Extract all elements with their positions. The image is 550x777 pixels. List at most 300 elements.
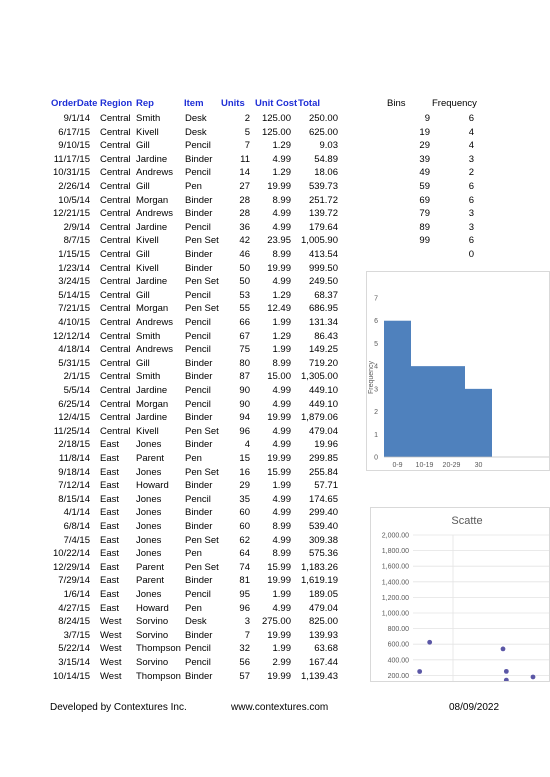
header-frequency[interactable]: Frequency — [432, 98, 477, 109]
order-date-cell[interactable]: 1/23/14 — [58, 262, 90, 274]
unit-cost-cell[interactable]: 19.99 — [267, 262, 291, 274]
table-row[interactable] — [0, 234, 345, 247]
rep-cell[interactable]: Andrews — [136, 167, 173, 179]
units-cell[interactable]: 36 — [239, 221, 250, 233]
units-cell[interactable]: 42 — [239, 235, 250, 247]
table-row[interactable] — [0, 520, 345, 533]
unit-cost-cell[interactable]: 2.99 — [272, 657, 291, 668]
order-date-cell[interactable]: 11/17/15 — [53, 153, 90, 165]
units-cell[interactable]: 5 — [244, 126, 250, 138]
rep-cell[interactable]: Jardine — [136, 385, 168, 396]
unit-cost-cell[interactable]: 1.99 — [272, 643, 291, 655]
units-cell[interactable]: 80 — [239, 357, 250, 369]
total-cell[interactable]: 9.03 — [319, 140, 338, 152]
order-date-cell[interactable]: 9/10/15 — [58, 140, 90, 152]
item-cell[interactable]: Pencil — [185, 167, 211, 179]
order-date-cell[interactable]: 7/12/14 — [58, 480, 90, 492]
table-row[interactable] — [0, 289, 345, 302]
bins-row[interactable] — [380, 207, 480, 220]
item-cell[interactable]: Binder — [185, 439, 213, 451]
rep-cell[interactable]: Parent — [136, 453, 164, 464]
order-date-cell[interactable]: 12/12/14 — [53, 330, 90, 342]
rep-cell[interactable]: Howard — [136, 480, 169, 492]
total-cell[interactable]: 251.72 — [308, 194, 338, 206]
region-cell[interactable]: East — [100, 589, 120, 600]
item-cell[interactable]: Binder — [185, 371, 213, 383]
rep-cell[interactable]: Andrews — [136, 344, 173, 356]
rep-cell[interactable]: Jardine — [136, 153, 168, 165]
bin-cell[interactable]: 89 — [419, 221, 430, 233]
region-cell[interactable]: Central — [100, 317, 131, 328]
bins-row[interactable] — [380, 180, 480, 193]
table-row[interactable] — [0, 275, 345, 288]
total-cell[interactable]: 1,879.06 — [301, 412, 338, 424]
region-cell[interactable]: Central — [100, 235, 131, 247]
rep-cell[interactable]: Andrews — [136, 208, 173, 220]
order-date-cell[interactable]: 11/25/14 — [53, 425, 90, 437]
table-row[interactable] — [0, 262, 345, 275]
total-cell[interactable]: 255.84 — [308, 466, 338, 478]
item-cell[interactable]: Pencil — [185, 398, 211, 410]
rep-cell[interactable]: Kivell — [136, 126, 159, 138]
item-cell[interactable]: Pencil — [185, 589, 211, 600]
table-row[interactable] — [0, 194, 345, 207]
bins-row[interactable] — [380, 248, 480, 261]
item-cell[interactable]: Binder — [185, 575, 213, 587]
bin-cell[interactable]: 19 — [419, 126, 430, 138]
rep-cell[interactable]: Kivell — [136, 425, 159, 437]
order-date-cell[interactable]: 4/10/15 — [58, 317, 90, 328]
rep-cell[interactable]: Smith — [136, 330, 161, 342]
table-row[interactable] — [0, 656, 345, 669]
region-cell[interactable]: Central — [100, 249, 131, 260]
item-cell[interactable]: Pencil — [185, 330, 211, 342]
table-row[interactable] — [0, 506, 345, 519]
region-cell[interactable]: Central — [100, 208, 131, 220]
order-date-cell[interactable]: 4/1/14 — [63, 507, 90, 519]
units-cell[interactable]: 2 — [244, 113, 250, 124]
table-row[interactable] — [0, 180, 345, 193]
total-cell[interactable]: 1,619.19 — [301, 575, 338, 587]
order-date-cell[interactable]: 9/18/14 — [58, 466, 90, 478]
hist-bar[interactable] — [465, 389, 492, 457]
bin-cell[interactable]: 29 — [419, 140, 430, 152]
units-cell[interactable]: 14 — [239, 167, 250, 179]
units-cell[interactable]: 95 — [239, 589, 250, 600]
table-row[interactable] — [0, 615, 345, 628]
scatter-point[interactable] — [417, 669, 422, 674]
item-cell[interactable]: Pen Set — [185, 561, 219, 573]
region-cell[interactable]: East — [100, 439, 120, 451]
order-date-cell[interactable]: 1/6/14 — [63, 589, 90, 600]
region-cell[interactable]: West — [100, 616, 122, 628]
unit-cost-cell[interactable]: 1.99 — [272, 589, 291, 600]
region-cell[interactable]: East — [100, 602, 120, 614]
total-cell[interactable]: 449.10 — [308, 398, 338, 410]
footer-website[interactable]: www.contextures.com — [231, 702, 329, 713]
total-cell[interactable]: 19.96 — [314, 439, 338, 451]
table-row[interactable] — [0, 357, 345, 370]
total-cell[interactable]: 449.10 — [308, 385, 338, 396]
rep-cell[interactable]: Jones — [136, 521, 162, 532]
unit-cost-cell[interactable]: 19.99 — [267, 453, 291, 464]
rep-cell[interactable]: Jones — [136, 589, 162, 600]
region-cell[interactable]: Central — [100, 357, 131, 369]
region-cell[interactable]: Central — [100, 221, 131, 233]
units-cell[interactable]: 16 — [239, 466, 250, 478]
frequency-cell[interactable]: 0 — [468, 249, 474, 260]
unit-cost-cell[interactable]: 1.29 — [272, 330, 291, 342]
item-cell[interactable]: Pencil — [185, 344, 211, 356]
total-cell[interactable]: 686.95 — [308, 303, 338, 315]
unit-cost-cell[interactable]: 275.00 — [261, 616, 291, 628]
unit-cost-cell[interactable]: 19.99 — [267, 575, 291, 587]
item-cell[interactable]: Binder — [185, 194, 213, 206]
frequency-cell[interactable]: 6 — [468, 113, 474, 124]
region-cell[interactable]: Central — [100, 289, 131, 301]
region-cell[interactable]: Central — [100, 181, 131, 192]
rep-cell[interactable]: Thompson — [136, 643, 181, 655]
unit-cost-cell[interactable]: 125.00 — [261, 126, 291, 138]
order-date-cell[interactable]: 6/17/15 — [58, 126, 90, 138]
region-cell[interactable]: East — [100, 521, 120, 532]
item-cell[interactable]: Binder — [185, 412, 213, 424]
order-date-cell[interactable]: 7/4/15 — [63, 534, 90, 546]
rep-cell[interactable]: Jones — [136, 534, 162, 546]
units-cell[interactable]: 53 — [239, 289, 250, 301]
table-row[interactable] — [0, 493, 345, 506]
total-cell[interactable]: 63.68 — [314, 643, 338, 655]
order-date-cell[interactable]: 2/18/15 — [58, 439, 90, 451]
item-cell[interactable]: Pencil — [185, 221, 211, 233]
total-cell[interactable]: 149.25 — [308, 344, 338, 356]
region-cell[interactable]: Central — [100, 344, 131, 356]
region-cell[interactable]: West — [100, 643, 122, 655]
order-date-cell[interactable]: 6/8/14 — [63, 521, 90, 532]
rep-cell[interactable]: Jones — [136, 493, 162, 505]
total-cell[interactable]: 719.20 — [308, 357, 338, 369]
unit-cost-cell[interactable]: 4.99 — [272, 534, 291, 546]
unit-cost-cell[interactable]: 4.99 — [272, 439, 291, 451]
order-date-cell[interactable]: 1/15/15 — [58, 249, 90, 260]
region-cell[interactable]: Central — [100, 412, 131, 424]
rep-cell[interactable]: Andrews — [136, 317, 173, 328]
unit-cost-cell[interactable]: 1.99 — [272, 344, 291, 356]
frequency-cell[interactable]: 4 — [468, 140, 474, 152]
item-cell[interactable]: Pen Set — [185, 235, 219, 247]
order-date-cell[interactable]: 3/24/15 — [58, 276, 90, 288]
region-cell[interactable]: West — [100, 670, 122, 682]
total-cell[interactable]: 174.65 — [308, 493, 338, 505]
total-cell[interactable]: 57.71 — [314, 480, 338, 492]
unit-cost-cell[interactable]: 8.99 — [272, 521, 291, 532]
unit-cost-cell[interactable]: 23.95 — [267, 235, 291, 247]
region-cell[interactable]: Central — [100, 167, 131, 179]
units-cell[interactable]: 46 — [239, 249, 250, 260]
bin-cell[interactable]: 59 — [419, 181, 430, 192]
total-cell[interactable]: 249.50 — [308, 276, 338, 288]
rep-cell[interactable]: Sorvino — [136, 616, 169, 628]
bins-row[interactable] — [380, 234, 480, 247]
region-cell[interactable]: Central — [100, 113, 131, 124]
units-cell[interactable]: 27 — [239, 181, 250, 192]
header-bins[interactable]: Bins — [387, 98, 406, 109]
units-cell[interactable]: 74 — [239, 561, 250, 573]
order-date-cell[interactable]: 12/29/14 — [53, 561, 90, 573]
units-cell[interactable]: 15 — [239, 453, 250, 464]
header-rep[interactable]: Rep — [136, 98, 154, 109]
item-cell[interactable]: Pen — [185, 548, 202, 560]
total-cell[interactable]: 575.36 — [308, 548, 338, 560]
unit-cost-cell[interactable]: 4.99 — [272, 493, 291, 505]
frequency-cell[interactable]: 6 — [468, 194, 474, 206]
total-cell[interactable]: 68.37 — [314, 289, 338, 301]
unit-cost-cell[interactable]: 4.99 — [272, 602, 291, 614]
unit-cost-cell[interactable]: 4.99 — [272, 398, 291, 410]
unit-cost-cell[interactable]: 4.99 — [272, 276, 291, 288]
order-date-cell[interactable]: 8/7/15 — [63, 235, 90, 247]
scatter-point[interactable] — [504, 669, 509, 674]
total-cell[interactable]: 539.73 — [308, 181, 338, 192]
frequency-cell[interactable]: 3 — [468, 153, 474, 165]
item-cell[interactable]: Pencil — [185, 493, 211, 505]
rep-cell[interactable]: Jardine — [136, 412, 168, 424]
frequency-cell[interactable]: 6 — [468, 235, 474, 247]
total-cell[interactable]: 539.40 — [308, 521, 338, 532]
unit-cost-cell[interactable]: 1.99 — [272, 480, 291, 492]
rep-cell[interactable]: Howard — [136, 602, 169, 614]
bin-cell[interactable]: 79 — [419, 208, 430, 220]
rep-cell[interactable]: Jones — [136, 507, 162, 519]
hist-bar[interactable] — [411, 366, 438, 457]
table-row[interactable] — [0, 602, 345, 615]
rep-cell[interactable]: Smith — [136, 113, 161, 124]
order-date-cell[interactable]: 3/15/14 — [58, 657, 90, 668]
region-cell[interactable]: Central — [100, 153, 131, 165]
units-cell[interactable]: 60 — [239, 507, 250, 519]
table-row[interactable] — [0, 642, 345, 655]
total-cell[interactable]: 18.06 — [314, 167, 338, 179]
rep-cell[interactable]: Smith — [136, 371, 161, 383]
region-cell[interactable]: Central — [100, 385, 131, 396]
order-date-cell[interactable]: 4/27/15 — [58, 602, 90, 614]
order-date-cell[interactable]: 9/1/14 — [63, 113, 90, 124]
header-unit-cost[interactable]: Unit Cost — [255, 98, 298, 109]
region-cell[interactable]: East — [100, 534, 120, 546]
rep-cell[interactable]: Sorvino — [136, 657, 169, 668]
rep-cell[interactable]: Gill — [136, 140, 150, 152]
region-cell[interactable]: East — [100, 507, 120, 519]
order-date-cell[interactable]: 5/22/14 — [58, 643, 90, 655]
item-cell[interactable]: Binder — [185, 480, 213, 492]
rep-cell[interactable]: Parent — [136, 575, 164, 587]
bin-cell[interactable]: 39 — [419, 153, 430, 165]
unit-cost-cell[interactable]: 4.99 — [272, 208, 291, 220]
rep-cell[interactable]: Kivell — [136, 262, 159, 274]
units-cell[interactable]: 96 — [239, 425, 250, 437]
bins-row[interactable] — [380, 126, 480, 139]
item-cell[interactable]: Binder — [185, 521, 213, 532]
region-cell[interactable]: East — [100, 466, 120, 478]
region-cell[interactable]: Central — [100, 425, 131, 437]
order-date-cell[interactable]: 10/22/14 — [53, 548, 90, 560]
item-cell[interactable]: Pen Set — [185, 303, 219, 315]
table-row[interactable] — [0, 561, 345, 574]
rep-cell[interactable]: Morgan — [136, 303, 169, 315]
units-cell[interactable]: 90 — [239, 385, 250, 396]
table-row[interactable] — [0, 370, 345, 383]
table-row[interactable] — [0, 466, 345, 479]
region-cell[interactable]: West — [100, 629, 122, 641]
total-cell[interactable]: 1,183.26 — [301, 561, 338, 573]
units-cell[interactable]: 94 — [239, 412, 250, 424]
units-cell[interactable]: 75 — [239, 344, 250, 356]
unit-cost-cell[interactable]: 4.99 — [272, 153, 291, 165]
unit-cost-cell[interactable]: 12.49 — [267, 303, 291, 315]
units-cell[interactable]: 67 — [239, 330, 250, 342]
item-cell[interactable]: Binder — [185, 153, 213, 165]
region-cell[interactable]: Central — [100, 126, 131, 138]
unit-cost-cell[interactable]: 1.29 — [272, 289, 291, 301]
table-row[interactable] — [0, 166, 345, 179]
item-cell[interactable]: Pen Set — [185, 425, 219, 437]
table-row[interactable] — [0, 629, 345, 642]
unit-cost-cell[interactable]: 15.99 — [267, 561, 291, 573]
order-date-cell[interactable]: 7/21/15 — [58, 303, 90, 315]
total-cell[interactable]: 625.00 — [308, 126, 338, 138]
order-date-cell[interactable]: 5/5/14 — [63, 385, 90, 396]
unit-cost-cell[interactable]: 19.99 — [267, 412, 291, 424]
unit-cost-cell[interactable]: 4.99 — [272, 425, 291, 437]
unit-cost-cell[interactable]: 1.99 — [272, 317, 291, 328]
header-orderdate[interactable]: OrderDate — [51, 98, 98, 109]
table-row[interactable] — [0, 588, 345, 601]
units-cell[interactable]: 7 — [244, 629, 250, 641]
total-cell[interactable]: 189.05 — [308, 589, 338, 600]
units-cell[interactable]: 81 — [239, 575, 250, 587]
rep-cell[interactable]: Jardine — [136, 221, 168, 233]
total-cell[interactable]: 131.34 — [308, 317, 338, 328]
table-row[interactable] — [0, 534, 345, 547]
units-cell[interactable]: 50 — [239, 276, 250, 288]
units-cell[interactable]: 11 — [240, 153, 250, 165]
units-cell[interactable]: 62 — [239, 534, 250, 546]
order-date-cell[interactable]: 12/4/15 — [58, 412, 90, 424]
item-cell[interactable]: Binder — [185, 262, 213, 274]
region-cell[interactable]: East — [100, 493, 120, 505]
units-cell[interactable]: 60 — [239, 521, 250, 532]
item-cell[interactable]: Pencil — [185, 317, 211, 328]
units-cell[interactable]: 28 — [239, 194, 250, 206]
total-cell[interactable]: 299.85 — [308, 453, 338, 464]
total-cell[interactable]: 479.04 — [308, 425, 338, 437]
order-date-cell[interactable]: 12/21/15 — [53, 208, 90, 220]
table-row[interactable] — [0, 207, 345, 220]
region-cell[interactable]: Central — [100, 276, 131, 288]
table-row[interactable] — [0, 398, 345, 411]
total-cell[interactable]: 309.38 — [308, 534, 338, 546]
total-cell[interactable]: 179.64 — [308, 221, 338, 233]
item-cell[interactable]: Binder — [185, 208, 213, 220]
region-cell[interactable]: East — [100, 480, 120, 492]
header-region[interactable]: Region — [100, 98, 133, 109]
unit-cost-cell[interactable]: 8.99 — [272, 249, 291, 260]
bin-cell[interactable]: 9 — [424, 113, 430, 124]
hist-bar[interactable] — [438, 366, 465, 457]
units-cell[interactable]: 90 — [239, 398, 250, 410]
frequency-cell[interactable]: 2 — [468, 167, 474, 179]
item-cell[interactable]: Pencil — [185, 643, 211, 655]
table-row[interactable] — [0, 411, 345, 424]
scatter-chart[interactable] — [370, 507, 550, 682]
bins-row[interactable] — [380, 153, 480, 166]
unit-cost-cell[interactable]: 8.99 — [272, 548, 291, 560]
rep-cell[interactable]: Gill — [136, 357, 150, 369]
units-cell[interactable]: 55 — [239, 303, 250, 315]
total-cell[interactable]: 54.89 — [314, 153, 338, 165]
item-cell[interactable]: Pen — [185, 602, 202, 614]
region-cell[interactable]: East — [100, 453, 120, 464]
units-cell[interactable]: 56 — [239, 657, 250, 668]
item-cell[interactable]: Pen — [185, 181, 202, 192]
hist-bar[interactable] — [384, 321, 411, 457]
total-cell[interactable]: 413.54 — [308, 249, 338, 260]
units-cell[interactable]: 29 — [239, 480, 250, 492]
rep-cell[interactable]: Sorvino — [136, 629, 169, 641]
unit-cost-cell[interactable]: 4.99 — [272, 507, 291, 519]
item-cell[interactable]: Pen Set — [185, 466, 219, 478]
item-cell[interactable]: Binder — [185, 670, 213, 682]
item-cell[interactable]: Pencil — [185, 140, 211, 152]
header-units[interactable]: Units — [221, 98, 245, 109]
rep-cell[interactable]: Morgan — [136, 194, 169, 206]
item-cell[interactable]: Pen Set — [185, 276, 219, 288]
rep-cell[interactable]: Jones — [136, 548, 162, 560]
unit-cost-cell[interactable]: 19.99 — [267, 629, 291, 641]
rep-cell[interactable]: Parent — [136, 561, 164, 573]
region-cell[interactable]: Central — [100, 371, 131, 383]
order-date-cell[interactable]: 10/14/15 — [53, 670, 90, 682]
table-row[interactable] — [0, 221, 345, 234]
units-cell[interactable]: 28 — [239, 208, 250, 220]
frequency-cell[interactable]: 4 — [468, 126, 474, 138]
order-date-cell[interactable]: 10/5/14 — [58, 194, 90, 206]
table-row[interactable] — [0, 670, 345, 683]
scatter-point[interactable] — [531, 675, 536, 680]
region-cell[interactable]: Central — [100, 303, 131, 315]
region-cell[interactable]: East — [100, 575, 120, 587]
order-date-cell[interactable]: 8/24/15 — [58, 616, 90, 628]
units-cell[interactable]: 64 — [239, 548, 250, 560]
rep-cell[interactable]: Gill — [136, 249, 150, 260]
rep-cell[interactable]: Jardine — [136, 276, 168, 288]
item-cell[interactable]: Desk — [185, 126, 207, 138]
order-date-cell[interactable]: 7/29/14 — [58, 575, 90, 587]
units-cell[interactable]: 35 — [239, 493, 250, 505]
order-date-cell[interactable]: 2/9/14 — [63, 221, 90, 233]
units-cell[interactable]: 4 — [244, 439, 250, 451]
total-cell[interactable]: 86.43 — [314, 330, 338, 342]
bin-cell[interactable]: 99 — [419, 235, 430, 247]
table-row[interactable] — [0, 384, 345, 397]
bin-cell[interactable]: 49 — [419, 167, 430, 179]
unit-cost-cell[interactable]: 8.99 — [272, 357, 291, 369]
item-cell[interactable]: Pencil — [185, 385, 211, 396]
frequency-cell[interactable]: 3 — [468, 221, 474, 233]
order-date-cell[interactable]: 11/8/14 — [59, 453, 90, 464]
item-cell[interactable]: Pencil — [185, 657, 211, 668]
unit-cost-cell[interactable]: 4.99 — [272, 221, 291, 233]
